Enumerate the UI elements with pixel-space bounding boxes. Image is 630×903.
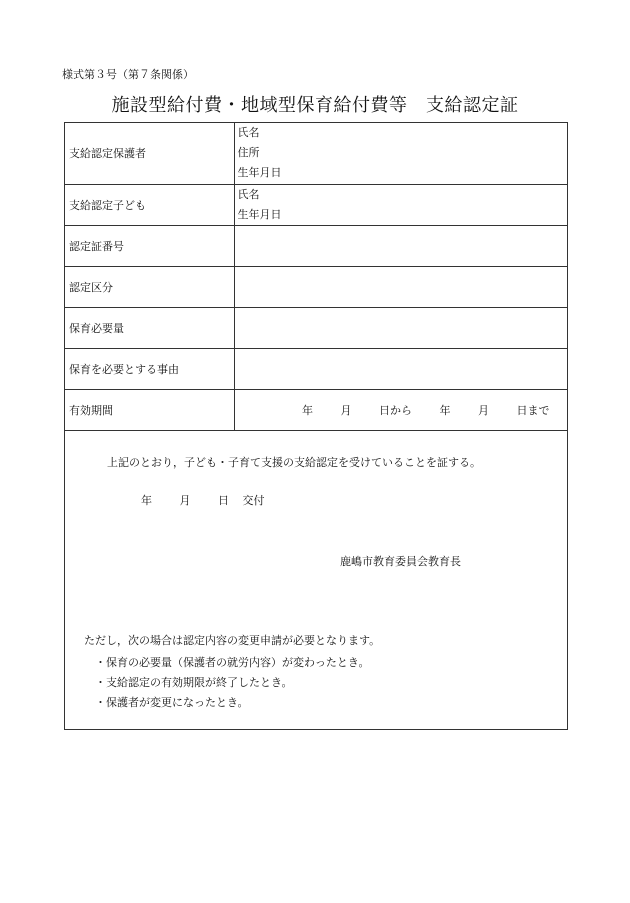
guardian-birthdate-label: 生年月日 — [237, 166, 282, 180]
validity-month2: 月 — [478, 403, 489, 417]
issue-month: 月 — [179, 494, 191, 507]
guardian-name-label: 氏名 — [237, 126, 260, 140]
issue-label: 交付 — [242, 494, 265, 507]
care-amount-label: 保育必要量 — [65, 307, 234, 348]
issue-day: 日 — [218, 494, 229, 507]
validity-until: 日まで — [516, 403, 550, 417]
child-name-label: 氏名 — [237, 187, 260, 201]
notice-item: ・保護者が変更になったとき。 — [95, 696, 249, 709]
notice-intro: ただし，次の場合は認定内容の変更申請が必要となります。 — [84, 634, 381, 647]
care-amount-value — [234, 307, 567, 348]
cert-number-value — [234, 225, 567, 266]
notice-item: ・保育の必要量（保護者の就労内容）が変わったとき。 — [95, 656, 370, 669]
care-reason-value — [234, 348, 567, 389]
care-reason-row — [65, 348, 567, 389]
category-row — [65, 266, 567, 307]
child-fields — [234, 184, 567, 225]
child-row — [65, 184, 567, 225]
guardian-fields — [234, 123, 567, 184]
guardian-row — [65, 123, 567, 184]
cert-number-label: 認定証番号 — [65, 225, 234, 266]
validity-year2: 年 — [439, 403, 451, 417]
certify-statement: 上記のとおり，子ども・子育て支援の支給認定を受けていることを証する。 — [107, 456, 481, 469]
category-label: 認定区分 — [65, 266, 234, 307]
guardian-label: 支給認定保護者 — [65, 123, 234, 184]
category-value — [234, 266, 567, 307]
child-birthdate-label: 生年月日 — [237, 207, 282, 221]
validity-year1: 年 — [302, 403, 313, 417]
issuer: 鹿嶋市教育委員会教育長 — [340, 555, 461, 568]
validity-from: 日から — [379, 403, 412, 417]
form-number: 様式第３号（第７条関係） — [62, 68, 194, 81]
validity-label: 有効期間 — [65, 389, 234, 430]
child-label: 支給認定子ども — [65, 184, 234, 225]
issue-year: 年 — [141, 494, 152, 507]
validity-month1: 月 — [340, 403, 352, 417]
validity-row — [65, 389, 567, 430]
validity-value — [234, 389, 567, 430]
care-reason-label: 保育を必要とする事由 — [65, 348, 234, 389]
issue-date — [141, 492, 265, 508]
guardian-address-label: 住所 — [237, 146, 260, 160]
document-title: 施設型給付費・地域型保育給付費等 支給認定証 — [111, 95, 519, 116]
notice-item: ・支給認定の有効期限が終了したとき。 — [95, 676, 293, 689]
cert-number-row — [65, 225, 567, 266]
certificate-table — [65, 123, 567, 431]
care-amount-row — [65, 307, 567, 348]
